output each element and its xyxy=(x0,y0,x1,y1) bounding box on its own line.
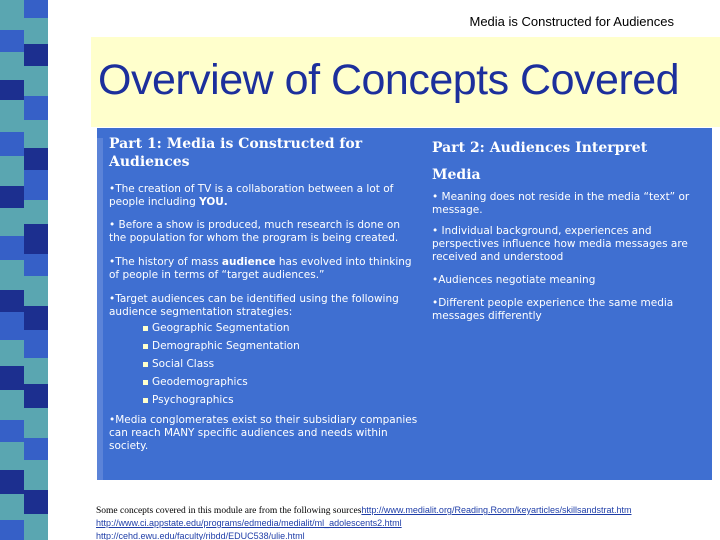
strip-block xyxy=(24,200,48,224)
strip-block xyxy=(0,156,24,186)
bullet-text: •The creation of TV is a collaboration between a lot of people including xyxy=(109,183,394,208)
strip-block xyxy=(0,470,24,494)
strip-block xyxy=(0,132,24,156)
square-bullet-icon xyxy=(143,362,148,367)
list-item xyxy=(143,391,419,409)
square-bullet-icon xyxy=(143,344,148,349)
left-column xyxy=(109,135,419,453)
bullet-text: •The history of mass xyxy=(109,256,222,268)
bullet-bold: audience xyxy=(221,256,276,268)
strip-block xyxy=(0,390,24,420)
part2-heading-line2: Media xyxy=(432,167,481,183)
panel-shade xyxy=(97,138,103,480)
strip-block xyxy=(24,120,48,148)
strip-block xyxy=(24,170,48,200)
strip-block xyxy=(0,494,24,520)
list-item-label: Psychographics xyxy=(152,394,234,406)
list-item-label: Demographic Segmentation xyxy=(152,340,300,352)
sources-footer xyxy=(96,504,716,540)
strip-block xyxy=(24,148,48,170)
strip-block xyxy=(24,490,48,514)
right-bullet-3: •Audiences negotiate meaning xyxy=(432,274,596,286)
strip-block xyxy=(0,100,24,132)
part1-heading: Part 1: Media is Constructed for Audiences xyxy=(109,136,363,170)
list-item xyxy=(143,355,419,373)
strip-block xyxy=(0,260,24,290)
strip-block xyxy=(0,186,24,208)
left-bullet-1 xyxy=(109,183,419,209)
segmentation-list xyxy=(143,319,419,409)
strip-block xyxy=(24,438,48,460)
square-bullet-icon xyxy=(143,398,148,403)
strip-block xyxy=(24,18,48,44)
left-bullet-5: •Media conglomerates exist so their subsidiary companies can reach MANY specific audiences and needs within society. xyxy=(109,414,418,452)
strip-block xyxy=(0,442,24,470)
source-link-1[interactable]: http://www.medialit.org/Reading.Room/keyarticles/skillsandstrat.htm xyxy=(361,505,632,515)
left-bullet-4: •Target audiences can be identified using the following audience segmentation strategies: xyxy=(109,293,399,318)
strip-block xyxy=(24,514,48,540)
strip-block xyxy=(24,0,48,18)
strip-block xyxy=(24,306,48,330)
list-item-label: Geodemographics xyxy=(152,376,248,388)
source-link-3[interactable]: http://cehd.ewu.edu/faculty/ribdd/EDUC538/ulie.html xyxy=(96,531,305,540)
strip-block xyxy=(0,420,24,442)
strip-block xyxy=(24,408,48,438)
left-bullet-3 xyxy=(109,256,419,282)
strip-block xyxy=(0,340,24,366)
list-item xyxy=(143,319,419,337)
page-title: Overview of Concepts Covered xyxy=(98,56,680,104)
sources-intro: Some concepts covered in this module are from the following sources xyxy=(96,506,362,516)
strip-block xyxy=(0,290,24,312)
square-bullet-icon xyxy=(143,380,148,385)
square-bullet-icon xyxy=(143,326,148,331)
strip-block xyxy=(0,312,24,340)
strip-block xyxy=(24,44,48,66)
bullet-text: has evolved into thinking of people in terms of “target audiences.” xyxy=(109,256,412,281)
bullet-bold: YOU. xyxy=(199,196,228,208)
decorative-strip xyxy=(0,0,48,540)
right-bullet-1: • Meaning does not reside in the media “text” or message. xyxy=(432,191,690,216)
right-bullet-4: •Different people experience the same media messages differently xyxy=(432,297,674,322)
strip-block xyxy=(0,236,24,260)
strip-block xyxy=(24,254,48,276)
strip-block xyxy=(0,30,24,52)
strip-block xyxy=(0,366,24,390)
strip-block xyxy=(24,384,48,408)
strip-block xyxy=(0,52,24,80)
strip-block xyxy=(24,66,48,96)
strip-block xyxy=(24,96,48,120)
strip-block xyxy=(24,224,48,254)
right-bullet-2: • Individual background, experiences and perspectives influence how media messages are received and understood xyxy=(432,225,688,263)
header-text: Media is Constructed for Audiences xyxy=(469,14,674,29)
strip-block xyxy=(0,0,24,30)
strip-block xyxy=(24,276,48,306)
strip-block xyxy=(0,520,24,540)
source-link-2[interactable]: http://www.ci.appstate.edu/programs/edmedia/medialit/ml_adolescents2.html xyxy=(96,518,402,528)
list-item-label: Geographic Segmentation xyxy=(152,322,290,334)
list-item xyxy=(143,337,419,355)
strip-block xyxy=(0,208,24,236)
right-column xyxy=(432,139,707,323)
list-item-label: Social Class xyxy=(152,358,215,370)
part2-heading: Part 2: Audiences Interpret xyxy=(432,140,648,156)
list-item xyxy=(143,373,419,391)
left-bullet-2: • Before a show is produced, much research is done on the population for whom the program is being created. xyxy=(109,219,400,244)
strip-block xyxy=(24,330,48,358)
strip-block xyxy=(24,358,48,384)
strip-block xyxy=(0,80,24,100)
strip-block xyxy=(24,460,48,490)
